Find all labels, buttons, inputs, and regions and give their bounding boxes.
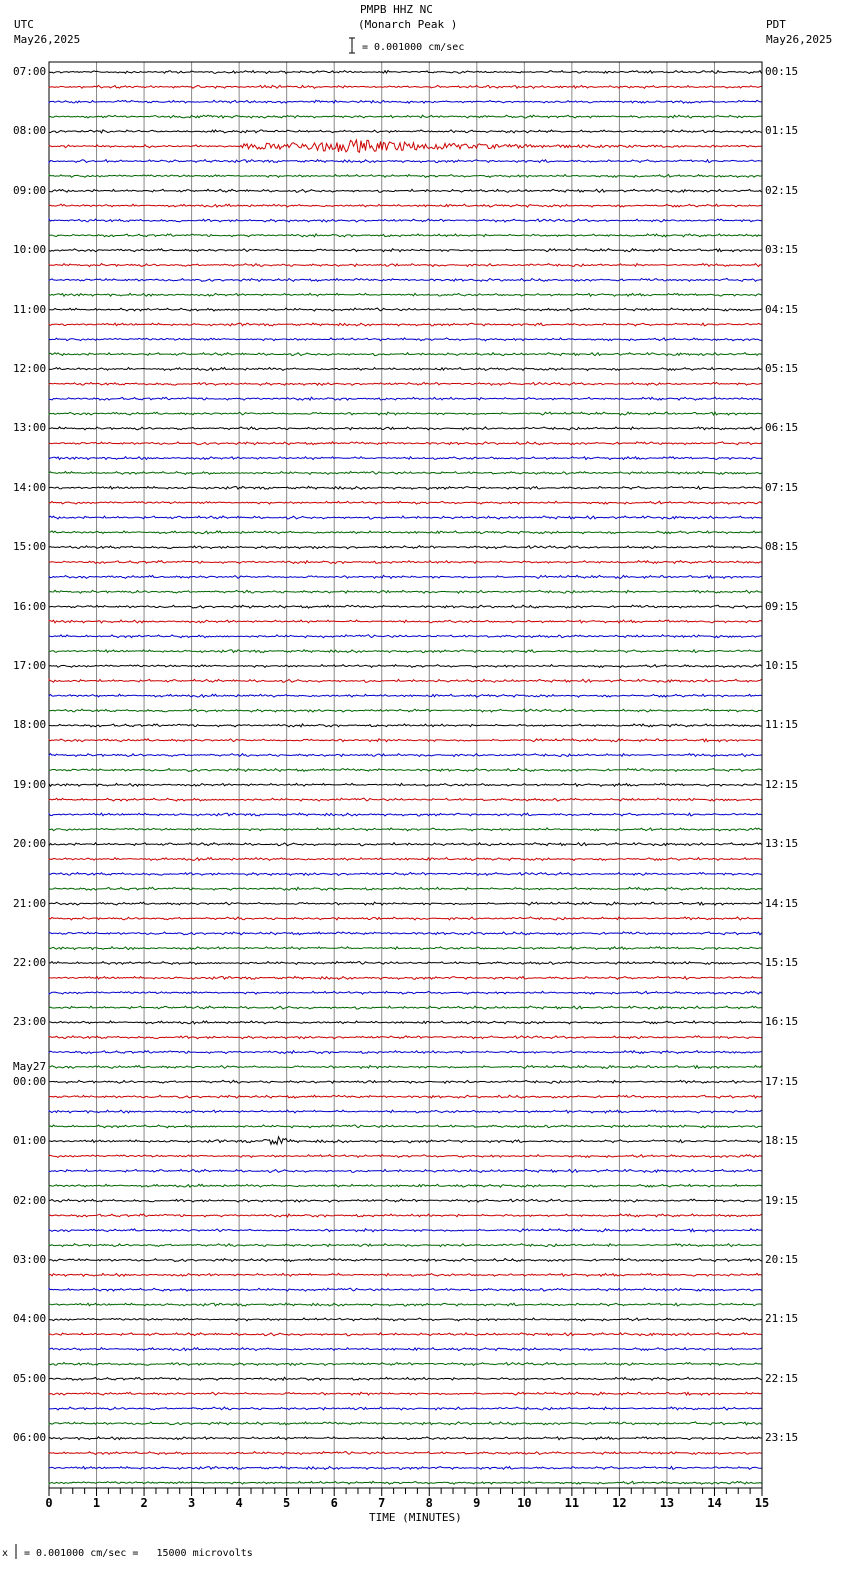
trace-row (49, 575, 762, 578)
utc-hour-label: 14:00 (13, 480, 47, 494)
pdt-hour-label: 22:15 (765, 1371, 799, 1385)
trace-row (49, 249, 762, 252)
pdt-hour-label: 09:15 (765, 599, 799, 613)
x-tick-label: 11 (564, 1496, 580, 1510)
utc-hour-label: 05:00 (13, 1371, 47, 1385)
utc-hour-label: 08:00 (13, 124, 47, 138)
pdt-hour-label: 23:15 (765, 1431, 799, 1445)
trace-row (49, 665, 762, 668)
pdt-hour-label: 15:15 (765, 956, 799, 969)
pdt-hour-label: 14:15 (765, 896, 799, 910)
pdt-hour-label: 10:15 (765, 659, 799, 672)
trace-row (49, 1318, 762, 1321)
trace-row (49, 175, 762, 178)
utc-hour-label: 12:00 (13, 362, 47, 375)
utc-hour-label: 00:00 (13, 1074, 47, 1088)
trace-row (49, 1422, 762, 1425)
trace-row (49, 293, 762, 296)
pdt-hour-label: 20:15 (765, 1253, 799, 1266)
x-tick-label: 7 (378, 1496, 386, 1510)
trace-row (49, 279, 762, 282)
pdt-hour-label: 13:15 (765, 837, 799, 851)
x-tick-label: 8 (425, 1496, 433, 1510)
pdt-hour-label: 07:15 (765, 480, 799, 494)
trace-row (49, 887, 762, 890)
trace-row (49, 1273, 762, 1276)
x-tick-label: 12 (612, 1496, 627, 1510)
pdt-hour-label: 06:15 (765, 421, 799, 435)
x-tick-label: 3 (187, 1496, 196, 1510)
x-tick-label: 2 (140, 1496, 148, 1510)
trace-row (49, 516, 762, 519)
trace-row (49, 338, 762, 341)
trace-row (49, 991, 762, 994)
trace-row (49, 234, 762, 237)
x-tick-label: 1 (92, 1496, 101, 1510)
utc-hour-label: 17:00 (13, 659, 47, 672)
utc-hour-label: 07:00 (13, 65, 47, 78)
trace-row (49, 1259, 762, 1262)
utc-hour-label: 01:00 (13, 1134, 47, 1148)
trace-row (49, 1125, 762, 1128)
left-date: May26,2025 (14, 33, 81, 46)
trace-row (49, 531, 762, 534)
trace-row (49, 412, 762, 415)
trace-row (49, 85, 762, 88)
pdt-hour-label: 04:15 (765, 302, 799, 316)
trace-row (49, 382, 762, 385)
utc-hour-label: 03:00 (13, 1253, 47, 1266)
trace-row (49, 1155, 762, 1158)
utc-hour-label: 21:00 (13, 896, 47, 910)
trace-row (49, 813, 762, 816)
trace-row (49, 1066, 762, 1069)
trace-row (49, 947, 762, 950)
trace-row (49, 962, 762, 965)
trace-row (49, 1006, 762, 1009)
trace-row (49, 783, 762, 786)
trace-row (49, 189, 762, 192)
trace-row (49, 204, 762, 207)
trace-row (49, 1481, 762, 1484)
trace-row (49, 1363, 762, 1366)
utc-hour-label: 22:00 (13, 956, 47, 969)
trace-row (49, 100, 762, 103)
trace-row (49, 472, 762, 475)
trace-row (49, 1080, 762, 1083)
station-name: (Monarch Peak ) (358, 18, 458, 31)
utc-hour-label: 18:00 (13, 718, 47, 732)
trace-row (49, 219, 762, 222)
scale-label: = 0.001000 cm/sec (362, 42, 465, 53)
utc-hour-label: 10:00 (13, 243, 47, 257)
trace-row (49, 858, 762, 861)
x-tick-label: 14 (707, 1496, 722, 1510)
utc-hour-label: 19:00 (13, 777, 47, 791)
trace-row (49, 1051, 762, 1054)
trace-row (49, 590, 762, 593)
trace-row (49, 160, 762, 163)
trace-row (49, 353, 762, 356)
utc-hour-label: 02:00 (13, 1193, 47, 1207)
trace-row (49, 798, 762, 801)
utc-hour-label: 04:00 (13, 1312, 47, 1326)
pdt-hour-label: 03:15 (765, 243, 799, 257)
trace-row (49, 1199, 762, 1202)
pdt-hour-label: 11:15 (765, 718, 799, 732)
trace-row (49, 1229, 762, 1232)
left-timezone: UTC (14, 18, 34, 31)
x-tick-label: 6 (330, 1496, 338, 1510)
trace-row (49, 323, 762, 326)
trace-row (49, 397, 762, 400)
trace-row (49, 457, 762, 460)
trace-row (49, 1377, 762, 1380)
trace-row (49, 115, 762, 118)
trace-row (49, 264, 762, 267)
trace-row (49, 1184, 762, 1187)
trace-row (49, 724, 762, 727)
pdt-hour-label: 01:15 (765, 124, 799, 138)
station-title: PMPB HHZ NC (360, 3, 433, 16)
trace-row (49, 709, 762, 712)
trace-row (49, 1452, 762, 1455)
trace-row (49, 1169, 762, 1172)
date-change-label: May27 (13, 1059, 47, 1073)
trace-row (49, 561, 762, 564)
trace-row (49, 140, 762, 152)
trace-row (49, 1036, 762, 1039)
trace-row (49, 1437, 762, 1440)
trace-row (49, 130, 762, 133)
x-tick-label: 5 (283, 1496, 291, 1510)
utc-hour-label: 20:00 (13, 837, 47, 851)
x-tick-label: 15 (754, 1496, 770, 1510)
trace-row (49, 1333, 762, 1336)
trace-row (49, 769, 762, 772)
utc-hour-label: 13:00 (13, 421, 47, 435)
pdt-hour-label: 19:15 (765, 1193, 799, 1207)
trace-row (49, 501, 762, 504)
trace-row (49, 546, 762, 549)
trace-row (49, 976, 762, 979)
trace-row (49, 1244, 762, 1247)
pdt-hour-label: 02:15 (765, 183, 799, 197)
pdt-hour-label: 16:15 (765, 1015, 799, 1029)
trace-row (49, 635, 762, 638)
trace-row (49, 754, 762, 757)
trace-row (49, 694, 762, 697)
footer-scale: = 0.001000 cm/sec = 15000 microvolts (24, 1548, 253, 1559)
trace-row (49, 1288, 762, 1291)
trace-row (49, 1021, 762, 1024)
trace-row (49, 442, 762, 445)
utc-hour-label: 16:00 (13, 599, 47, 613)
trace-row (49, 902, 762, 905)
trace-row (49, 308, 762, 311)
pdt-hour-label: 21:15 (765, 1312, 799, 1326)
utc-hour-label: 23:00 (13, 1015, 47, 1029)
trace-row (49, 368, 762, 371)
x-tick-label: 13 (659, 1496, 675, 1510)
trace-row (49, 843, 762, 846)
utc-hour-label: 15:00 (13, 540, 47, 554)
trace-row (49, 650, 762, 653)
pdt-hour-label: 12:15 (765, 777, 799, 791)
right-timezone: PDT (766, 18, 786, 31)
utc-hour-label: 09:00 (13, 183, 47, 197)
trace-row (49, 1110, 762, 1113)
right-date: May26,2025 (766, 33, 833, 46)
trace-row (49, 1348, 762, 1351)
trace-row (49, 739, 762, 742)
x-tick-label: 4 (235, 1496, 243, 1510)
utc-hour-label: 11:00 (13, 302, 47, 316)
trace-row (49, 679, 762, 682)
trace-row (49, 620, 762, 623)
trace-row (49, 872, 762, 875)
trace-row (49, 1214, 762, 1217)
trace-row (49, 1407, 762, 1410)
trace-row (49, 71, 762, 74)
pdt-hour-label: 08:15 (765, 540, 799, 554)
trace-row (49, 1095, 762, 1098)
trace-row (49, 828, 762, 831)
trace-row (49, 917, 762, 920)
pdt-hour-label: 17:15 (765, 1074, 799, 1088)
trace-row (49, 427, 762, 430)
trace-row (49, 486, 762, 489)
footer-mark: x (2, 1548, 9, 1559)
pdt-hour-label: 05:15 (765, 362, 799, 375)
x-tick-label: 10 (517, 1496, 532, 1510)
pdt-hour-label: 00:15 (765, 65, 799, 78)
trace-row (49, 932, 762, 935)
x-tick-label: 0 (45, 1496, 53, 1510)
x-tick-label: 9 (473, 1496, 481, 1510)
trace-row (49, 1137, 762, 1145)
trace-row (49, 605, 762, 608)
trace-row (49, 1392, 762, 1395)
trace-row (49, 1466, 762, 1469)
pdt-hour-label: 18:15 (765, 1134, 799, 1148)
utc-hour-label: 06:00 (13, 1431, 47, 1445)
x-axis-label: TIME (MINUTES) (369, 1511, 462, 1524)
trace-row (49, 1303, 762, 1306)
